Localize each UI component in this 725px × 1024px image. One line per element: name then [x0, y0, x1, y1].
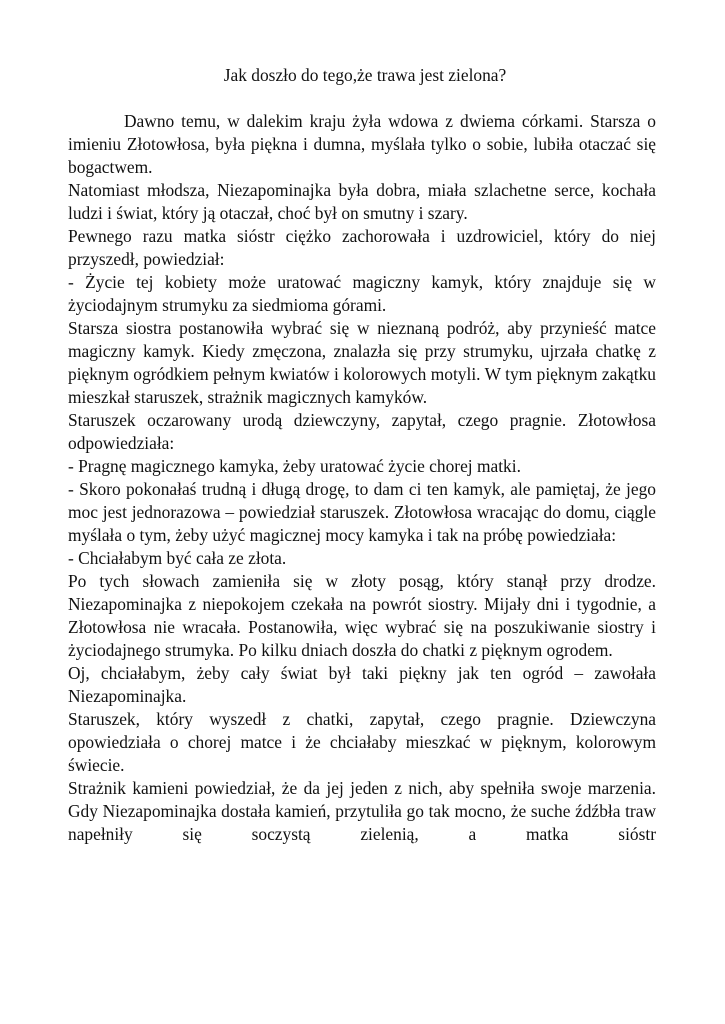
- paragraph: - Pragnę magicznego kamyka, żeby uratować życie chorej matki.: [68, 456, 521, 476]
- document-page: [68, 64, 656, 846]
- paragraph: Staruszek oczarowany urodą dziewczyny, zapytał, czego pragnie. Złotowłosa odpowiedziała:: [68, 410, 656, 453]
- paragraph: Starsza siostra postanowiła wybrać się w nieznaną podróż, aby przynieść matce magiczny kamyk. Kiedy zmęczona, znalazła się przy strumyku, ujrzała chatkę z pięknym ogródkiem pełnym kwiatów i kolorowych motyli. W tym pięknym zakątku mieszkał staruszek, strażnik magicznych kamyków.: [68, 318, 656, 407]
- paragraph: Po tych słowach zamieniła się w złoty posąg, który stanął przy drodze. Niezapominajka z niepokojem czekała na powrót siostry. Mijały dni i tygodnie, a Złotowłosa nie wracała. Postanowiła, więc wybrać się na poszukiwanie siostry i życiodajnego strumyka. Po kilku dniach doszła do chatki z pięknym ogrodem.: [68, 571, 656, 660]
- paragraph: Strażnik kamieni powiedział, że da jej jeden z nich, aby spełniła swoje marzenia. Gdy Niezapominajka dostała kamień, przytuliła go tak mocno, że suche źdźbła traw napełniły się soczystą zielenią, a matka sióstr: [68, 778, 656, 844]
- paragraph: Natomiast młodsza, Niezapominajka była dobra, miała szlachetne serce, kochała ludzi i świat, który ją otaczał, choć był on smutny i szary.: [68, 180, 656, 223]
- paragraph: - Skoro pokonałaś trudną i długą drogę, to dam ci ten kamyk, ale pamiętaj, że jego moc jest jednorazowa – powiedział staruszek. Złotowłosa wracając do domu, ciągle myślała o tym, żeby użyć magicznej mocy kamyka i tak na próbę powiedziała:: [68, 479, 656, 545]
- paragraph: Dawno temu, w dalekim kraju żyła wdowa z dwiema córkami. Starsza o imieniu Złotowłosa, była piękna i dumna, myślała tylko o sobie, lubiła otaczać się bogactwem.: [68, 111, 656, 177]
- paragraph: - Życie tej kobiety może uratować magiczny kamyk, który znajduje się w życiodajnym strumyku za siedmioma górami.: [68, 272, 656, 315]
- paragraph: Staruszek, który wyszedł z chatki, zapytał, czego pragnie. Dziewczyna opowiedziała o chorej matce i że chciałaby mieszkać w pięknym, kolorowym świecie.: [68, 709, 656, 775]
- paragraph: Oj, chciałabym, żeby cały świat był taki piękny jak ten ogród – zawołała Niezapominajka.: [68, 663, 656, 706]
- paragraph: Pewnego razu matka sióstr ciężko zachorowała i uzdrowiciel, który do niej przyszedł, powiedział:: [68, 226, 656, 269]
- paragraph: - Chciałabym być cała ze złota.: [68, 548, 287, 568]
- document-title: Jak doszło do tego,że trawa jest zielona?: [223, 65, 507, 85]
